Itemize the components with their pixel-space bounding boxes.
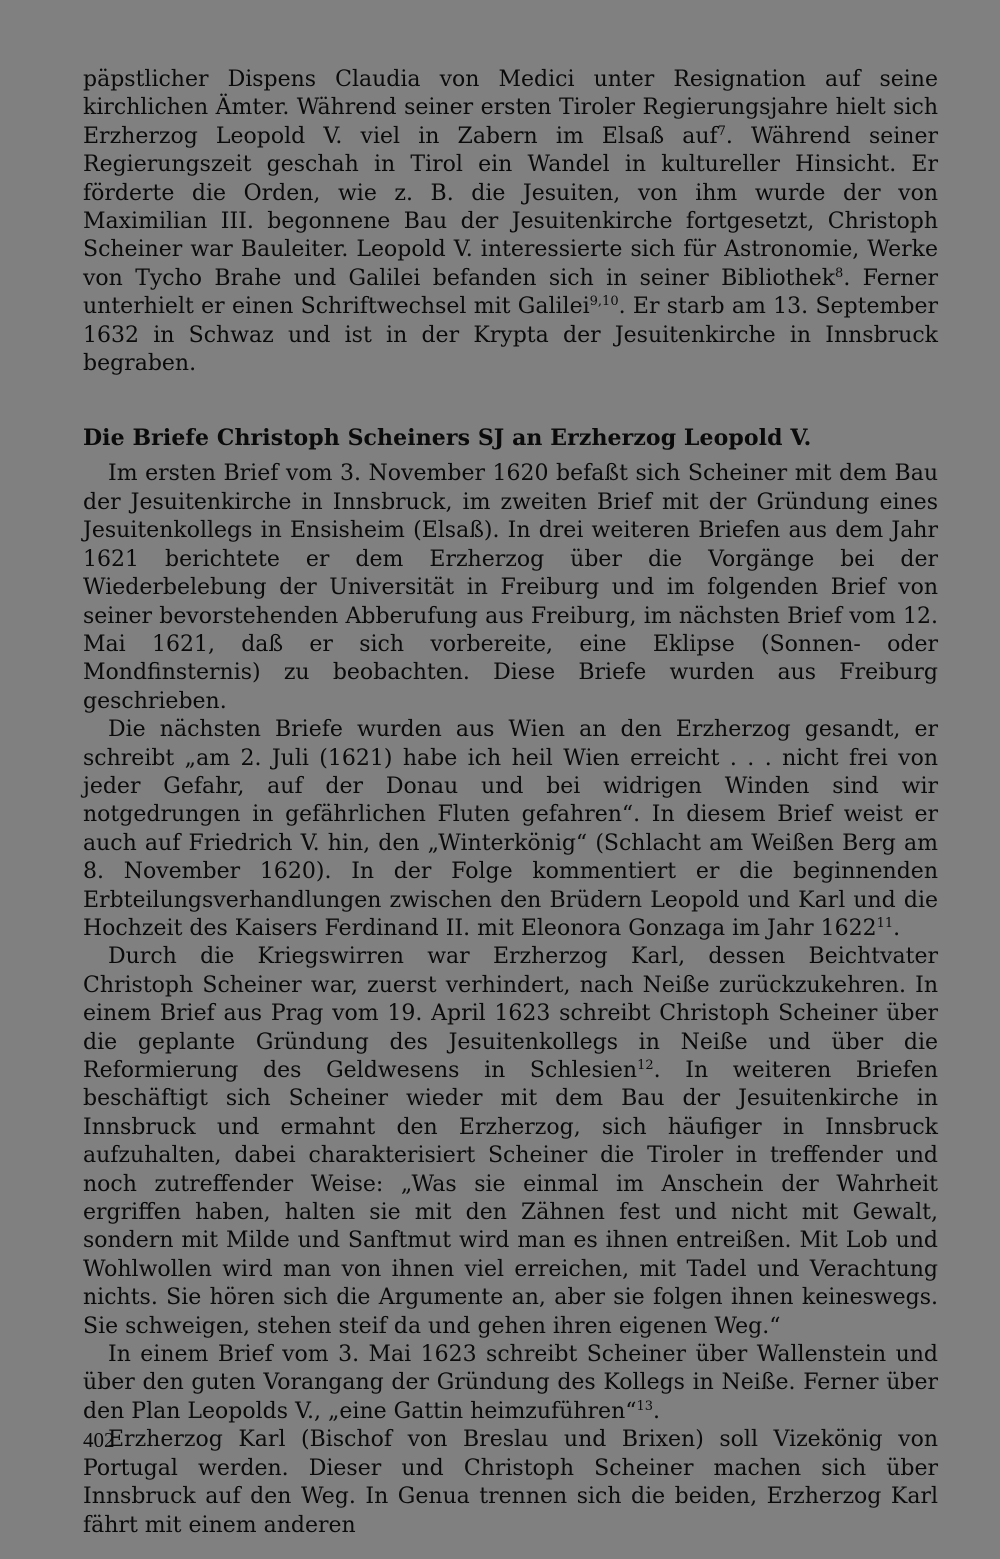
footnote-marker: 9,10 [589,294,619,310]
body-paragraph [83,943,938,1341]
footnote-marker: 8 [835,265,844,281]
paragraph-text: . Ferner unterhielt er einen Schriftwechsel mit Galilei [83,265,938,320]
body-paragraph [83,66,938,378]
paragraph-text: . Er starb am 13. September 1632 in Schwaz und ist in der Krypta der Jesuitenkirche in Innsbruck begraben. [83,294,938,377]
paragraph-text: . [893,915,901,941]
paragraph-text: . [653,1398,661,1424]
paragraph-text: Durch die Kriegswirren war Erzherzog Karl, dessen Beichtvater Christoph Scheiner war, zuerst verhindert, nach Neiße zurückzukehren. In einem Brief aus Prag vom 19. April 1623 schreibt Christoph Scheiner über die geplante Gründung des Jesuitenkollegs in Neiße und über die Reformierung des Geldwesens in Schlesien [83,944,938,1083]
footnote-marker: 11 [876,915,894,931]
paragraph-text: Im ersten Brief vom 3. November 1620 befaßt sich Scheiner mit dem Bau der Jesuitenkirche in Innsbruck, im zweiten Brief mit der Gründung eines Jesuitenkollegs in Ensisheim (Elsaß). In drei weiteren Briefen aus dem Jahr 1621 berichtete er dem Erzherzog über die Vorgänge bei der Wiederbelebung der Universität in Freiburg und im folgenden Brief von seiner bevorstehenden Abberufung aus Freiburg, im nächsten Brief vom 12. Mai 1621, daß er sich vorbereite, eine Eklipse (Sonnen- oder Mondfinsternis) zu beobachten. Diese Briefe wurden aus Freiburg geschrieben. [83,461,938,714]
footnote-marker: 12 [637,1058,654,1073]
body-paragraph [83,1341,938,1426]
paragraph-text: Die nächsten Briefe wurden aus Wien an den Erzherzog gesandt, er schreibt „am 2. Juli (1621) habe ich heil Wien erreicht . . . nicht frei von jeder Gefahr, auf der Donau und bei widrigen Winden sind wir notgedrungen in gefährlichen Fluten gefahren“. In diesem Brief weist er auch auf Friedrich V. hin, den „Winterkönig“ (Schlacht am Weißen Berg am 8. November 1620). In der Folge kommentiert er die beginnenden Erbteilungsverhandlungen zwischen den Brüdern Leopold und Karl und die Hochzeit des Kaisers Ferdinand II. mit Eleonora Gonzaga im Jahr 1622 [83,717,938,941]
footnote-marker: 7 [717,123,726,139]
paragraph-text: . Während seiner Regierungszeit geschah in Tirol ein Wandel in kultureller Hinsicht. Er förderte die Orden, wie z. B. die Jesuiten, von ihm wurde der von Maximilian III. begonnene Bau der Jesuitenkirche fortgesetzt, Christoph Scheiner war Bauleiter. Leopold V. interessierte sich für Astronomie, Werke von Tycho Brahe und Galilei befanden sich in seiner Bibliothek [83,123,939,291]
body-paragraph [83,716,938,943]
page-body [83,66,938,1540]
page-number: 402 [83,1428,115,1452]
top-paragraphs [83,66,938,378]
footnote-marker: 13 [636,1398,654,1414]
section-heading: Die Briefe Christoph Scheiners SJ an Erzherzog Leopold V. [83,425,812,452]
paragraph-text: päpstlicher Dispens Claudia von Medici unter Resignation auf seine kirchlichen Ämter. Während seiner ersten Tiroler Regierungsjahre hielt sich Erzherzog Leopold V. viel in Zabern im Elsaß auf [83,67,938,149]
body-paragraph [83,1426,938,1540]
paragraph-text: Erzherzog Karl (Bischof von Breslau und Brixen) soll Vizekönig von Portugal werden. Dieser und Christoph Scheiner machen sich über Innsbruck auf den Weg. In Genua trennen sich die beiden, Erzherzog Karl fährt mit einem anderen [83,1427,938,1538]
paragraph-text: . In weiteren Briefen beschäftigt sich Scheiner wieder mit dem Bau der Jesuitenkirche in Innsbruck und ermahnt den Erzherzog, sich häufiger in Innsbruck aufzuhalten, dabei charakterisiert Scheiner die Tiroler in treffender und noch zutreffender Weise: „Was sie einmal im Anschein der Wahrheit ergriffen haben, halten sie mit den Zähnen fest und nicht mit Gewalt, sondern mit Milde und Sanftmut wird man es ihnen entreißen. Mit Lob und Wohlwollen wird man von ihnen viel erreichen, mit Tadel und Verachtung nichts. Sie hören sich die Argumente an, aber sie folgen ihnen keineswegs. Sie schweigen, stehen steif da und gehen ihren eigenen Weg.“ [83,1058,938,1339]
section-paragraphs [83,460,938,1539]
body-paragraph [83,460,938,716]
paragraph-text: In einem Brief vom 3. Mai 1623 schreibt Scheiner über Wallenstein und über den guten Vorangang der Gründung des Kollegs in Neiße. Ferner über den Plan Leopolds V., „eine Gattin heimzuführen“ [83,1342,938,1424]
